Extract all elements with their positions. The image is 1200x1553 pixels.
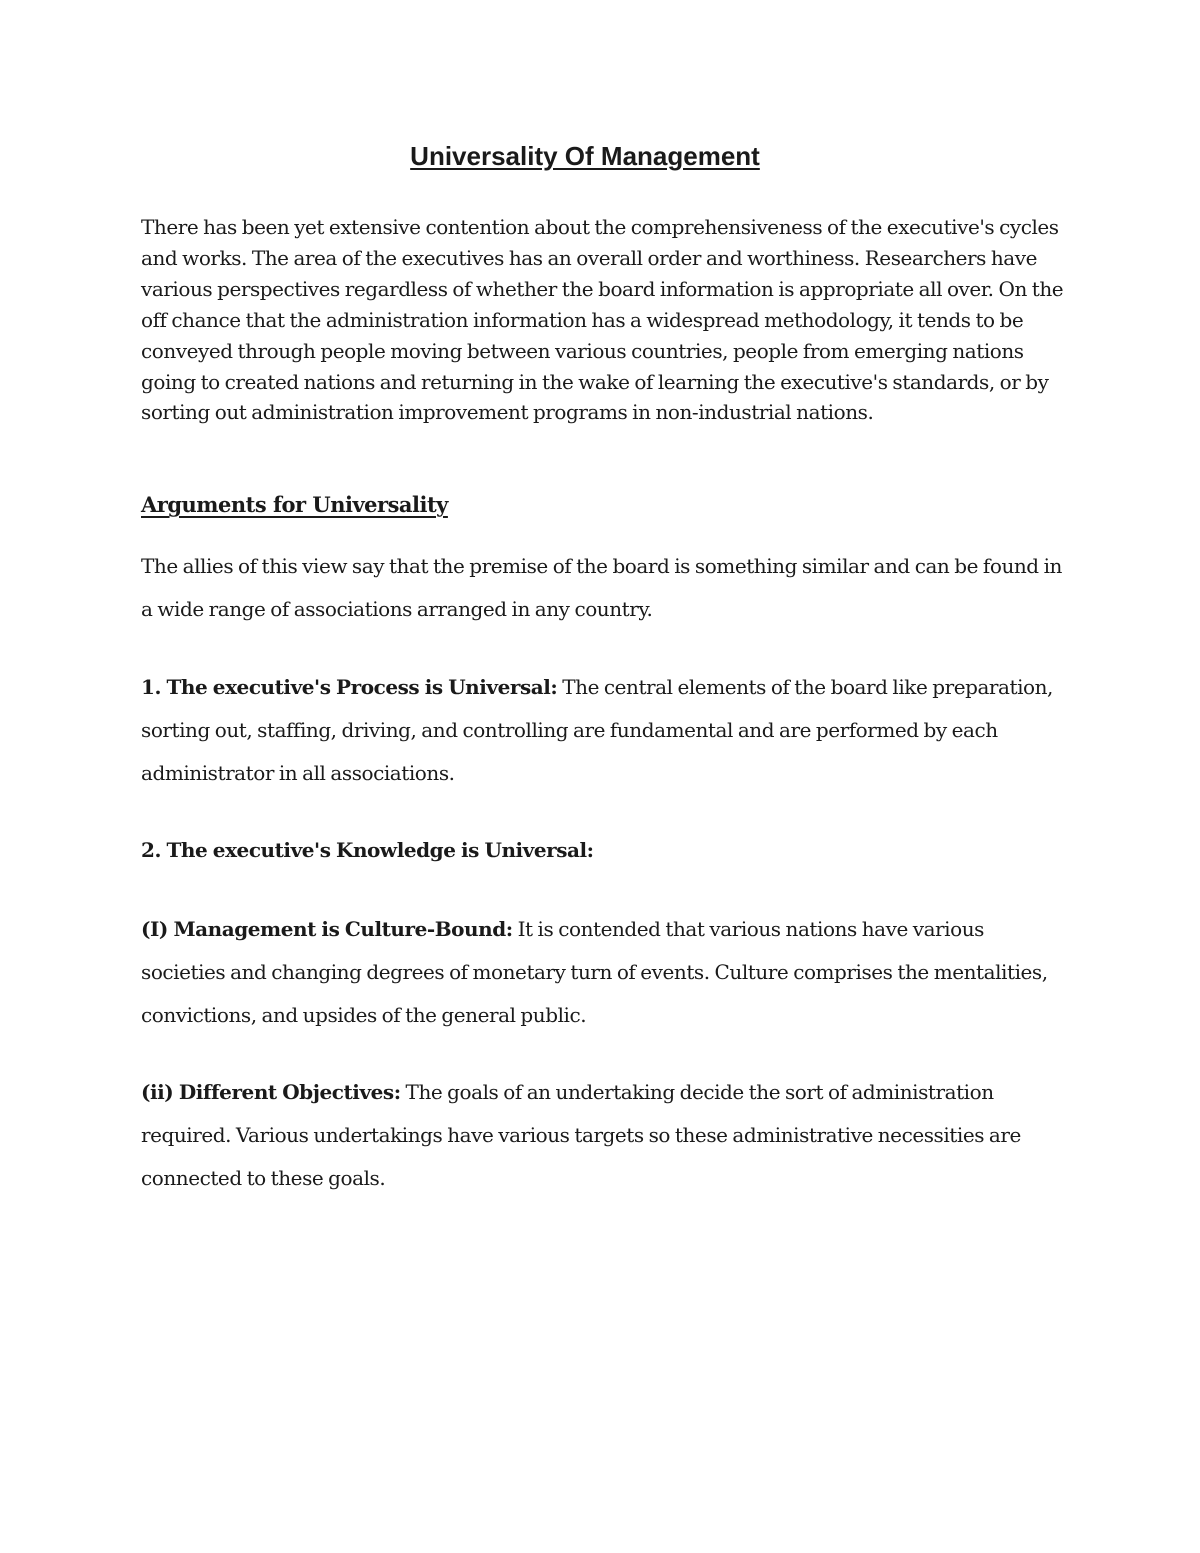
intro-paragraph: There has been yet extensive contention about the comprehensiveness of the executive's cycles and works. The area of the executives has an overall order and worthiness. Researchers have various perspectives regardless of whether the board information is appropriate all over. On the off chance that the administration information has a widespread methodology, it tends to be conveyed through people moving between various countries, people from emerging nations going to created nations and returning in the wake of learning the executive's standards, or by sorting out administration improvement programs in non-industrial nations. [141,215,1064,425]
point-process-lead: 1. The executive's Process is Universal: [141,675,558,699]
point-objectives-paragraph [141,1071,1071,1200]
point-knowledge-lead: 2. The executive's Knowledge is Universal: [141,838,594,862]
point-knowledge-paragraph [141,829,1071,872]
section-heading: Arguments for Universality [141,492,448,517]
point-culture-text: It is contended that various nations have various societies and changing degrees of monetary turn of events. Culture comprises the mentalities, convictions, and upsides of the general public. [141,917,1048,1027]
point-process-text: The central elements of the board like preparation, sorting out, staffing, driving, and controlling are fundamental and are performed by each administrator in all associations. [141,675,1053,785]
point-objectives-lead: (ii) Different Objectives: [141,1080,401,1104]
point-culture-lead: (I) Management is Culture-Bound: [141,917,513,941]
allies-paragraph: The allies of this view say that the premise of the board is something similar and can be found in a wide range of associations arranged in any country. [141,554,1062,621]
point-culture-paragraph [141,908,1071,1037]
point-process-paragraph [141,666,1071,795]
document-title: Universality Of Management [410,141,760,171]
point-objectives-text: The goals of an undertaking decide the sort of administration required. Various undertakings have various targets so these administrative necessities are connected to these goals. [141,1080,1021,1190]
